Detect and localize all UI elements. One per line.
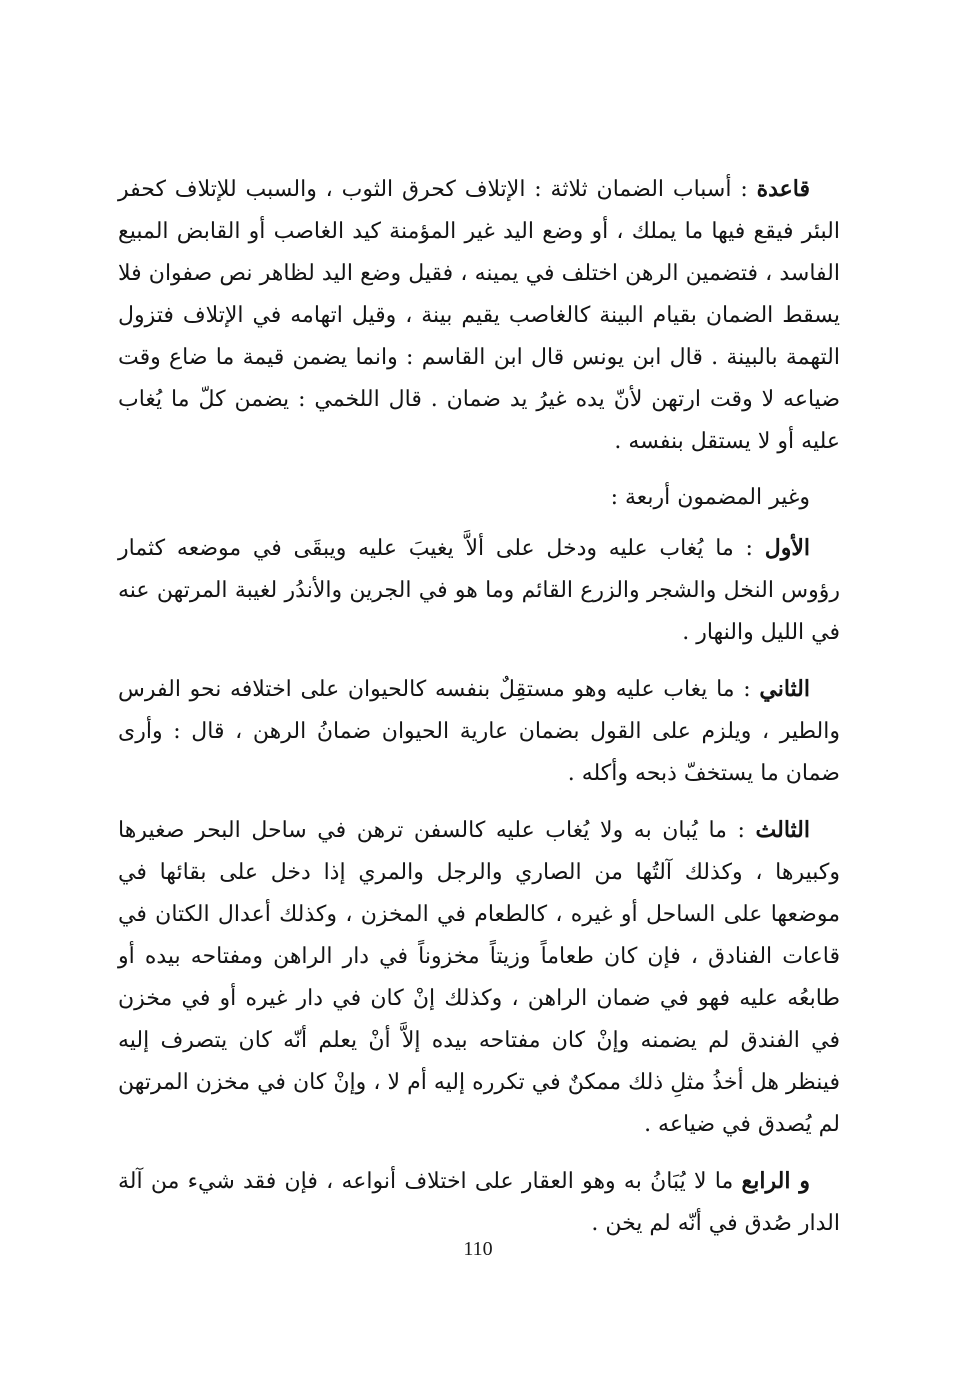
paragraph-first <box>118 527 840 654</box>
paragraph-second <box>118 668 840 795</box>
paragraph-text: وغير المضمون أربعة : <box>610 485 810 510</box>
paragraph-third <box>118 809 840 1146</box>
paragraph-lead: الثالث <box>755 817 810 843</box>
paragraph-text: : ما يغاب عليه وهو مستقِلٌ بنفسه كالحيوان على اختلافه نحو الفرس والطير ، ويلزم على القول بضمان عارية الحيوان ضمانُ الرهن ، قال : وأرى ضمان ما يستخفّ ذبحه وأكله . <box>118 677 840 786</box>
page-number: 110 <box>463 1238 493 1260</box>
page-body <box>118 168 840 1259</box>
paragraph-lead: الأول <box>764 535 810 561</box>
paragraph-text: : أسباب الضمان ثلاثة : الإتلاف كحرق الثوب ، والسبب للإتلاف كحفر البئر فيقع فيها ما يملك ، أو وضع اليد غير المؤمنة كيد الغاصب أو القابض المبيع الفاسد ، فتضمين الرهن اختلف في يمينه ، فقيل وضع اليد لظاهر نص صفوان فلا يسقط الضمان بقيام البينة كالغاصب يقيم بينة ، وقيل اتهامه في الإتلاف فتزول التهمة بالبينة . قال ابن يونس قال ابن القاسم : وانما يضمن قيمة ما ضاع وقت ضياعه لا وقت ارتهن لأنّ يده غيرُ يد ضمان . قال اللخمي : يضمن كلّ ما يُغاب عليه أو لا يستقل بنفسه . <box>118 177 840 454</box>
paragraph-lead: قاعدة <box>756 176 810 202</box>
paragraph-text: : ما يُغاب عليه ودخل على ألاَّ يغيبَ عليه ويبقَى في موضعه كثمار رؤوس النخل والشجر والزرع القائم وما هو في الجرين والأندُر لغيبة المرتهن عنه في الليل والنهار . <box>118 536 840 645</box>
paragraph-text: ما لا يُبَانُ به وهو العقار على اختلاف أنواعه ، فإن فقد شيء من آلة الدار صُدق في أنّه لم يخن . <box>118 1169 840 1236</box>
paragraph-rule <box>118 168 840 463</box>
paragraph-lead: و الرابع <box>741 1168 810 1194</box>
paragraph-fourth <box>118 1160 840 1245</box>
paragraph-text: : ما يُبان به ولا يُغاب عليه كالسفن ترهن في ساحل البحر صغيرها وكبيرها ، وكذلك آلتُها من الصاري والرجل والمري إذا دخل على بقائها في موضعها على الساحل أو غيره ، كالطعام في المخزن ، وكذلك أعدال الكتان في قاعات الفنادق ، فإن كان طعاماً وزيتاً مخزوناً في دار الراهن ومفتاحه بيده أو طابعُه عليه فهو في ضمان الراهن ، وكذلك إنْ كان في دار غيره أو في مخزن في الفندق لم يضمنه وإنْ كان مفتاحه بيده إلاَّ أنْ يعلم أنّه كان يتصرف إليه فينظر هل أخذُ مثلِ ذلك ممكنٌ في تكرره إليه أم لا ، وإنْ كان في مخزن المرتهن لم يُصدق في ضياعه . <box>118 818 840 1137</box>
paragraph-lead: الثاني <box>759 676 810 702</box>
paragraph-intro <box>118 477 840 519</box>
